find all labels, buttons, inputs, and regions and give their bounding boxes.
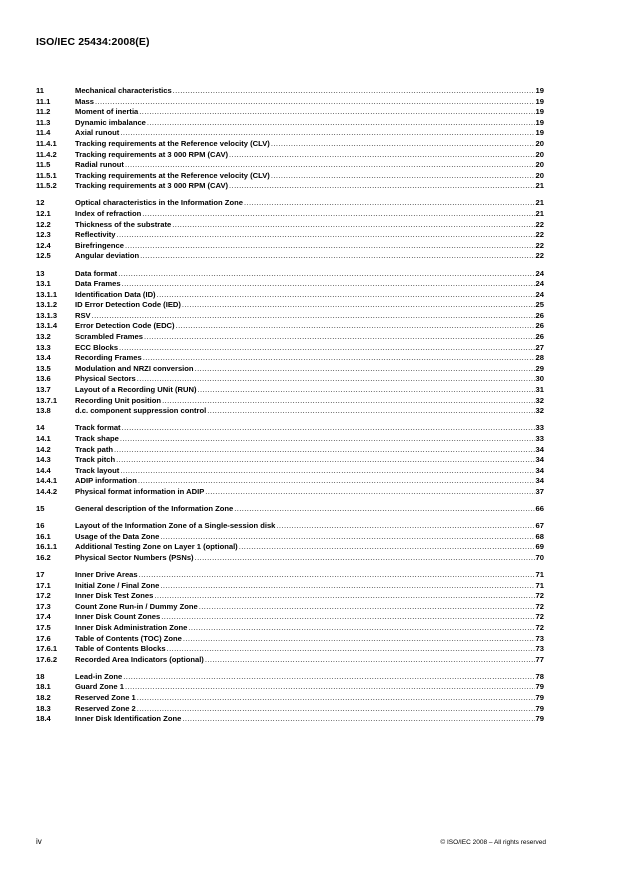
toc-entry[interactable] — [36, 591, 544, 602]
toc-entry-page: 72 — [535, 612, 544, 622]
dot-leader — [142, 209, 534, 220]
toc-entry[interactable] — [36, 385, 544, 396]
toc-entry[interactable] — [36, 321, 544, 332]
dot-leader — [120, 466, 534, 477]
toc-entry[interactable] — [36, 714, 544, 725]
dot-leader — [139, 107, 534, 118]
toc-entry[interactable] — [36, 644, 544, 655]
dot-leader — [188, 623, 534, 634]
toc-entry-title: Physical Sector Numbers (PSNs) — [75, 552, 194, 562]
toc-entry-number: 12.1 — [36, 209, 51, 219]
toc-entry-title: Data Frames — [75, 279, 121, 289]
toc-entry[interactable] — [36, 396, 544, 407]
toc-entry-title: Recording Unit position — [75, 395, 162, 405]
dot-leader — [229, 150, 535, 161]
toc-entry-title: Additional Testing Zone on Layer 1 (optional) — [75, 542, 238, 552]
toc-entry-page: 19 — [535, 117, 544, 127]
toc-entry-number: 14.4.2 — [36, 486, 58, 496]
toc-entry-title: Physical format information in ADIP — [75, 486, 205, 496]
toc-entry[interactable] — [36, 86, 544, 97]
toc-entry-title: Recording Frames — [75, 353, 142, 363]
toc-entry-page: 24 — [535, 289, 544, 299]
toc-entry-title: Birefringence — [75, 240, 124, 250]
toc-entry-title: Angular deviation — [75, 251, 140, 261]
toc-entry[interactable] — [36, 612, 544, 623]
toc-section-group — [36, 86, 544, 192]
dot-leader — [137, 374, 535, 385]
toc-entry-title: Moment of inertia — [75, 107, 139, 117]
toc-entry-number: 18 — [36, 671, 45, 681]
toc-entry-number: 11.4 — [36, 128, 51, 138]
page-number: iv — [36, 837, 42, 846]
toc-entry[interactable] — [36, 655, 544, 666]
toc-section-group — [36, 504, 544, 515]
toc-entry-title: Inner Disk Administration Zone — [75, 622, 188, 632]
toc-entry-page: 21 — [535, 181, 544, 191]
toc-entry-number: 11.1 — [36, 96, 51, 106]
dot-leader — [160, 581, 534, 592]
toc-entry[interactable] — [36, 209, 544, 220]
dot-leader — [143, 353, 535, 364]
toc-entry-page: 28 — [535, 353, 544, 363]
toc-entry-page: 71 — [535, 580, 544, 590]
dot-leader — [144, 332, 535, 343]
toc-entry-page: 72 — [535, 601, 544, 611]
toc-entry[interactable] — [36, 290, 544, 301]
dot-leader — [195, 553, 535, 564]
dot-leader — [195, 364, 535, 375]
dot-leader — [125, 682, 535, 693]
toc-entry-number: 17.6.1 — [36, 644, 58, 654]
toc-entry[interactable] — [36, 423, 544, 434]
dot-leader — [173, 86, 535, 97]
toc-entry-title: Layout of a Recording UNit (RUN) — [75, 385, 197, 395]
toc-entry-number: 14.3 — [36, 455, 51, 465]
toc-entry[interactable] — [36, 570, 544, 581]
toc-entry-number: 14.1 — [36, 433, 51, 443]
toc-entry-title: Scrambled Frames — [75, 332, 143, 342]
toc-entry-title: Physical Sectors — [75, 374, 136, 384]
toc-entry[interactable] — [36, 693, 544, 704]
toc-entry-number: 12.2 — [36, 219, 51, 229]
toc-entry[interactable] — [36, 682, 544, 693]
toc-entry-number: 17.6.2 — [36, 654, 58, 664]
toc-entry-page: 30 — [535, 374, 544, 384]
toc-entry-title: Modulation and NRZI conversion — [75, 363, 194, 373]
toc-entry[interactable] — [36, 634, 544, 645]
dot-leader — [117, 230, 535, 241]
toc-entry-page: 21 — [535, 198, 544, 208]
dot-leader — [176, 321, 535, 332]
dot-leader — [239, 542, 535, 553]
toc-entry[interactable] — [36, 343, 544, 354]
toc-entry[interactable] — [36, 374, 544, 385]
toc-entry[interactable] — [36, 269, 544, 280]
toc-entry[interactable] — [36, 504, 544, 515]
toc-entry-title: Data format — [75, 268, 118, 278]
dot-leader — [199, 602, 535, 613]
toc-entry[interactable] — [36, 118, 544, 129]
toc-entry-number: 14.2 — [36, 444, 51, 454]
dot-leader — [118, 269, 534, 280]
toc-entry[interactable] — [36, 532, 544, 543]
toc-entry[interactable] — [36, 251, 544, 262]
dot-leader — [244, 198, 535, 209]
toc-entry-number: 11.5 — [36, 160, 51, 170]
toc-entry-number: 17 — [36, 569, 45, 579]
toc-entry-number: 13.1.2 — [36, 300, 58, 310]
dot-leader — [122, 279, 535, 290]
toc-entry[interactable] — [36, 300, 544, 311]
toc-section-group — [36, 570, 544, 665]
toc-entry-page: 79 — [535, 682, 544, 692]
toc-entry-number: 15 — [36, 503, 45, 513]
toc-entry-number: 13.1 — [36, 279, 51, 289]
toc-entry-title: Optical characteristics in the Information Zone — [75, 198, 243, 208]
dot-leader — [138, 476, 535, 487]
toc-entry-title: ID Error Detection Code (IED) — [75, 300, 181, 310]
toc-entry-title: ECC Blocks — [75, 342, 119, 352]
toc-entry[interactable] — [36, 160, 544, 171]
toc-entry-title: Identification Data (ID) — [75, 289, 156, 299]
toc-entry[interactable] — [36, 241, 544, 252]
toc-entry-number: 13.1.1 — [36, 289, 58, 299]
toc-entry-page: 32 — [535, 395, 544, 405]
toc-entry-page: 20 — [535, 170, 544, 180]
toc-entry-title: Inner Disk Identification Zone — [75, 714, 182, 724]
toc-entry[interactable] — [36, 521, 544, 532]
toc-entry-title: Inner Disk Test Zones — [75, 591, 154, 601]
toc-entry-number: 11.3 — [36, 117, 51, 127]
dot-leader — [276, 521, 534, 532]
toc-entry-title: Tracking requirements at the Reference velocity (CLV) — [75, 138, 270, 148]
toc-entry-page: 19 — [535, 86, 544, 95]
toc-entry-number: 11.2 — [36, 107, 51, 117]
dot-leader — [234, 504, 534, 515]
toc-entry[interactable] — [36, 198, 544, 209]
toc-entry-page: 32 — [535, 406, 544, 416]
toc-entry-number: 11.4.1 — [36, 138, 57, 148]
dot-leader — [95, 97, 535, 108]
toc-entry-number: 18.3 — [36, 703, 51, 713]
toc-entry-title: Reserved Zone 2 — [75, 703, 136, 713]
toc-entry-page: 27 — [535, 342, 544, 352]
toc-entry-title: Track pitch — [75, 455, 116, 465]
toc-entry-number: 16.1.1 — [36, 542, 58, 552]
toc-entry-number: 14 — [36, 423, 45, 433]
toc-entry-page: 21 — [535, 209, 544, 219]
toc-entry-page: 72 — [535, 622, 544, 632]
dot-leader — [271, 139, 535, 150]
dot-leader — [162, 396, 534, 407]
toc-entry-title: General description of the Information Zone — [75, 503, 234, 513]
toc-entry-page: 71 — [535, 569, 544, 579]
dot-leader — [123, 672, 534, 683]
toc-entry-number: 12 — [36, 198, 45, 208]
toc-entry-number: 12.5 — [36, 251, 51, 261]
toc-entry-number: 13.1.3 — [36, 310, 58, 320]
dot-leader — [125, 160, 535, 171]
dot-leader — [139, 570, 535, 581]
toc-entry-title: Track format — [75, 423, 121, 433]
toc-entry-page: 37 — [535, 486, 544, 496]
toc-entry[interactable] — [36, 353, 544, 364]
toc-entry[interactable] — [36, 553, 544, 564]
toc-entry[interactable] — [36, 487, 544, 498]
dot-leader — [160, 532, 534, 543]
toc-entry-page: 19 — [535, 107, 544, 117]
toc-section-group — [36, 198, 544, 262]
toc-entry-page: 20 — [535, 160, 544, 170]
toc-entry-title: Inner Drive Areas — [75, 569, 138, 579]
toc-entry-page: 20 — [535, 138, 544, 148]
dot-leader — [271, 171, 535, 182]
toc-entry-number: 11.5.1 — [36, 170, 57, 180]
toc-entry[interactable] — [36, 445, 544, 456]
toc-entry[interactable] — [36, 602, 544, 613]
toc-entry-number: 17.6 — [36, 633, 51, 643]
toc-entry-number: 12.3 — [36, 230, 51, 240]
dot-leader — [147, 118, 535, 129]
dot-leader — [161, 612, 534, 623]
toc-entry-number: 13.1.4 — [36, 321, 58, 331]
toc-entry-number: 17.2 — [36, 591, 51, 601]
toc-entry-title: Radial runout — [75, 160, 124, 170]
dot-leader — [116, 455, 534, 466]
toc-entry-title: ADIP information — [75, 476, 137, 486]
toc-entry[interactable] — [36, 332, 544, 343]
toc-entry-number: 17.5 — [36, 622, 51, 632]
toc-entry-page: 70 — [535, 552, 544, 562]
dot-leader — [207, 406, 534, 417]
toc-entry-title: Inner Disk Count Zones — [75, 612, 161, 622]
toc-entry-number: 17.3 — [36, 601, 51, 611]
dot-leader — [114, 445, 535, 456]
dot-leader — [182, 300, 535, 311]
toc-entry-number: 18.4 — [36, 714, 51, 724]
toc-entry-number: 17.1 — [36, 580, 51, 590]
dot-leader — [120, 128, 534, 139]
toc-entry-number: 13 — [36, 268, 45, 278]
toc-entry-number: 17.4 — [36, 612, 51, 622]
toc-section-group — [36, 521, 544, 563]
dot-leader — [198, 385, 535, 396]
table-of-contents — [36, 86, 544, 731]
toc-entry-number: 13.5 — [36, 363, 51, 373]
toc-entry-page: 79 — [535, 692, 544, 702]
toc-entry-number: 13.4 — [36, 353, 51, 363]
toc-entry-title: Reflectivity — [75, 230, 116, 240]
dot-leader — [183, 634, 535, 645]
toc-entry[interactable] — [36, 181, 544, 192]
toc-entry-title: Track path — [75, 444, 113, 454]
toc-entry-title: Table of Contents Blocks — [75, 644, 166, 654]
toc-section-group — [36, 672, 544, 725]
toc-entry-title: Track shape — [75, 433, 119, 443]
toc-entry-page: 73 — [535, 644, 544, 654]
toc-entry-page: 34 — [535, 476, 544, 486]
toc-entry-title: Count Zone Run-in / Dummy Zone — [75, 601, 198, 611]
toc-entry-page: 66 — [535, 503, 544, 513]
toc-entry-title: Lead-in Zone — [75, 671, 123, 681]
toc-entry-number: 12.4 — [36, 240, 51, 250]
toc-entry-title: Reserved Zone 1 — [75, 692, 136, 702]
toc-entry-page: 68 — [535, 531, 544, 541]
toc-entry-title: Recorded Area Indicators (optional) — [75, 654, 204, 664]
dot-leader — [157, 290, 535, 301]
toc-entry-page: 34 — [535, 465, 544, 475]
toc-entry[interactable] — [36, 97, 544, 108]
toc-entry-number: 16.2 — [36, 552, 51, 562]
toc-entry-page: 29 — [535, 363, 544, 373]
toc-section-group — [36, 423, 544, 497]
toc-entry-title: Mass — [75, 96, 94, 106]
toc-entry-page: 72 — [535, 591, 544, 601]
toc-entry-page: 20 — [535, 149, 544, 159]
toc-entry[interactable] — [36, 476, 544, 487]
toc-entry-page: 79 — [535, 714, 544, 724]
toc-entry-page: 67 — [535, 521, 544, 531]
toc-entry[interactable] — [36, 279, 544, 290]
dot-leader — [205, 655, 535, 666]
dot-leader — [122, 423, 535, 434]
dot-leader — [120, 434, 535, 445]
dot-leader — [154, 591, 534, 602]
toc-entry-page: 34 — [535, 444, 544, 454]
toc-entry-page: 19 — [535, 128, 544, 138]
toc-entry-page: 26 — [535, 321, 544, 331]
toc-entry[interactable] — [36, 230, 544, 241]
toc-entry-page: 73 — [535, 633, 544, 643]
dot-leader — [229, 181, 535, 192]
toc-entry-number: 18.1 — [36, 682, 51, 692]
toc-entry-number: 13.6 — [36, 374, 51, 384]
copyright-notice: © ISO/IEC 2008 – All rights reserved — [440, 839, 546, 846]
toc-entry[interactable] — [36, 311, 544, 322]
dot-leader — [125, 241, 535, 252]
toc-entry-page: 31 — [535, 385, 544, 395]
toc-entry-number: 13.8 — [36, 406, 51, 416]
toc-entry[interactable] — [36, 107, 544, 118]
toc-entry-number: 14.4 — [36, 465, 51, 475]
toc-entry-page: 79 — [535, 703, 544, 713]
toc-entry-number: 13.7.1 — [36, 395, 58, 405]
toc-entry[interactable] — [36, 581, 544, 592]
toc-entry-page: 24 — [535, 279, 544, 289]
toc-entry-title: d.c. component suppression control — [75, 406, 207, 416]
toc-entry-page: 22 — [535, 230, 544, 240]
dot-leader — [92, 311, 535, 322]
dot-leader — [137, 704, 535, 715]
toc-entry-title: Tracking requirements at 3 000 RPM (CAV) — [75, 149, 229, 159]
toc-entry[interactable] — [36, 171, 544, 182]
toc-entry-page: 78 — [535, 671, 544, 681]
toc-entry[interactable] — [36, 466, 544, 477]
toc-entry[interactable] — [36, 364, 544, 375]
dot-leader — [140, 251, 534, 262]
toc-entry[interactable] — [36, 150, 544, 161]
toc-entry-page: 26 — [535, 310, 544, 320]
toc-entry[interactable] — [36, 139, 544, 150]
dot-leader — [182, 714, 534, 725]
toc-entry[interactable] — [36, 455, 544, 466]
toc-entry-number: 16.1 — [36, 531, 51, 541]
toc-entry-number: 18.2 — [36, 692, 51, 702]
toc-entry-title: Dynamic imbalance — [75, 117, 146, 127]
dot-leader — [172, 220, 534, 231]
toc-entry[interactable] — [36, 623, 544, 634]
dot-leader — [205, 487, 534, 498]
toc-entry-number: 13.3 — [36, 342, 51, 352]
document-header: ISO/IEC 25434:2008(E) — [36, 36, 150, 48]
toc-entry[interactable] — [36, 220, 544, 231]
toc-entry-title: Guard Zone 1 — [75, 682, 124, 692]
toc-entry-number: 16 — [36, 521, 45, 531]
toc-entry-number: 14.4.1 — [36, 476, 58, 486]
toc-entry-page: 22 — [535, 219, 544, 229]
toc-section-group — [36, 269, 544, 417]
toc-entry-page: 22 — [535, 251, 544, 261]
dot-leader — [119, 343, 535, 354]
toc-entry-title: RSV — [75, 310, 91, 320]
dot-leader — [167, 644, 535, 655]
toc-entry-number: 11 — [36, 86, 45, 95]
toc-entry-number: 11.5.2 — [36, 181, 57, 191]
toc-entry-page: 77 — [535, 654, 544, 664]
toc-entry-title: Error Detection Code (EDC) — [75, 321, 175, 331]
toc-entry-title: Usage of the Data Zone — [75, 531, 160, 541]
toc-entry[interactable] — [36, 672, 544, 683]
toc-entry-page: 22 — [535, 240, 544, 250]
toc-entry-page: 33 — [535, 433, 544, 443]
toc-entry[interactable] — [36, 704, 544, 715]
dot-leader — [137, 693, 535, 704]
toc-entry-title: Tracking requirements at 3 000 RPM (CAV) — [75, 181, 229, 191]
toc-entry-title: Axial runout — [75, 128, 120, 138]
toc-entry-number: 13.7 — [36, 385, 51, 395]
toc-entry[interactable] — [36, 406, 544, 417]
toc-entry-title: Thickness of the substrate — [75, 219, 172, 229]
toc-entry-title: Table of Contents (TOC) Zone — [75, 633, 182, 643]
toc-entry[interactable] — [36, 128, 544, 139]
toc-entry[interactable] — [36, 434, 544, 445]
toc-entry-page: 34 — [535, 455, 544, 465]
toc-entry-page: 24 — [535, 268, 544, 278]
toc-entry-number: 13.2 — [36, 332, 51, 342]
toc-entry-title: Track layout — [75, 465, 120, 475]
toc-entry-number: 11.4.2 — [36, 149, 57, 159]
toc-entry[interactable] — [36, 542, 544, 553]
toc-entry-page: 33 — [535, 423, 544, 433]
toc-entry-title: Index of refraction — [75, 209, 142, 219]
toc-entry-page: 25 — [535, 300, 544, 310]
toc-entry-title: Mechanical characteristics — [75, 86, 172, 95]
toc-entry-title: Initial Zone / Final Zone — [75, 580, 160, 590]
toc-entry-page: 19 — [535, 96, 544, 106]
toc-entry-page: 69 — [535, 542, 544, 552]
toc-entry-title: Layout of the Information Zone of a Single-session disk — [75, 521, 276, 531]
toc-entry-title: Tracking requirements at the Reference velocity (CLV) — [75, 170, 270, 180]
toc-entry-page: 26 — [535, 332, 544, 342]
